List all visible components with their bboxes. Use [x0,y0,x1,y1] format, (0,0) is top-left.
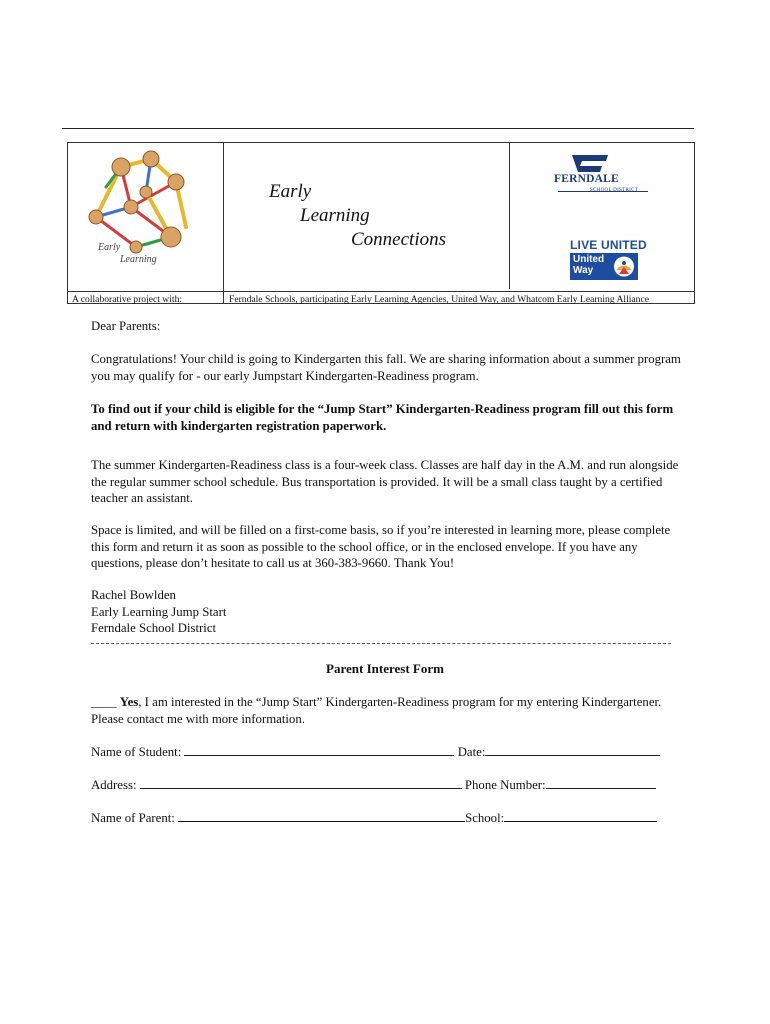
date-field[interactable] [485,743,660,756]
paragraph-class-info: The summer Kindergarten-Readiness class is a four-week class. Classes are half day in the A.M. and run alongside the regular summer school schedule. Bus transportation is provided. It will be a small class taught by a certified teacher an assistant. [91,458,679,505]
caption-partners: Ferndale Schools, participating Early Learning Agencies, United Way, and Whatcom Early Learning Alliance [229,294,649,305]
title-line-3: Connections [351,229,446,250]
school-label: School: [465,811,505,825]
school-field[interactable] [504,809,657,822]
yes-label: Yes [119,695,139,709]
united-way-line-2: Way [573,265,594,276]
program-title [224,143,509,291]
united-way-logo [570,253,638,280]
signature-block [91,587,691,637]
paragraph-congratulations: Congratulations! Your child is going to Kindergarten this fall. We are sharing information about a summer program you may qualify for - our early Jumpstart Kindergarten-Readiness program. [91,352,681,383]
phone-label: Phone Number: [464,778,546,792]
caption-collaborative: A collaborative project with: [72,294,183,305]
cut-line-divider [91,643,671,644]
signature-org: Ferndale School District [91,621,217,635]
paragraph-instructions: To find out if your child is eligible for the “Jump Start” Kindergarten-Readiness program fill out this form and return with kindergarten registration paperwork. [91,402,674,433]
sponsor-logos [510,143,696,291]
parent-school-row [91,809,671,826]
address-phone-row [91,776,671,793]
yes-blank[interactable]: ____ [91,695,120,709]
united-way-text [573,254,604,276]
phone-field[interactable] [546,776,656,789]
live-united-text: LIVE UNITED [570,238,647,252]
signature-name: Rachel Bowlden [91,588,176,602]
address-label: Address: [91,778,137,792]
date-label: Date: [457,745,486,759]
header-table [67,142,695,304]
yes-checkbox-line[interactable] [91,694,691,727]
early-learning-logo [68,143,223,291]
united-way-emblem-icon [613,256,635,277]
paragraph-space-limited: Space is limited, and will be filled on a first-come basis, so if you’re interested in learning more, please complete this form and return it as soon as possible to the school office, or in the enclosed envelope. If you have any questions, please don’t hesitate to call us at 360-383-9660. Thank You! [91,523,671,570]
student-name-label: Name of Student: [91,745,182,759]
tinkertoy-logo-image [76,147,206,257]
title-line-1: Early [269,181,312,202]
logo-text-early: Early [98,242,121,253]
signature-title: Early Learning Jump Start [91,604,227,619]
salutation: Dear Parents: [91,319,161,333]
united-way-line-1: United [573,254,605,265]
ferndale-subtitle: SCHOOL DISTRICT [590,188,639,193]
parent-name-field[interactable] [178,809,465,822]
address-field[interactable] [140,776,462,789]
form-title: Parent Interest Form [326,661,444,676]
ferndale-name: FERNDALE [554,173,619,185]
student-name-field[interactable] [184,743,454,756]
logo-text-learning: Learning [120,254,157,265]
title-line-2: Learning [300,205,370,226]
parent-name-label: Name of Parent: [91,811,175,825]
student-date-row [91,743,671,760]
divider [68,291,694,292]
yes-statement: , I am interested in the “Jump Start” Kindergarten-Readiness program for my entering Kindergartener. Please contact me with more information. [91,695,662,726]
top-rule [62,128,694,129]
